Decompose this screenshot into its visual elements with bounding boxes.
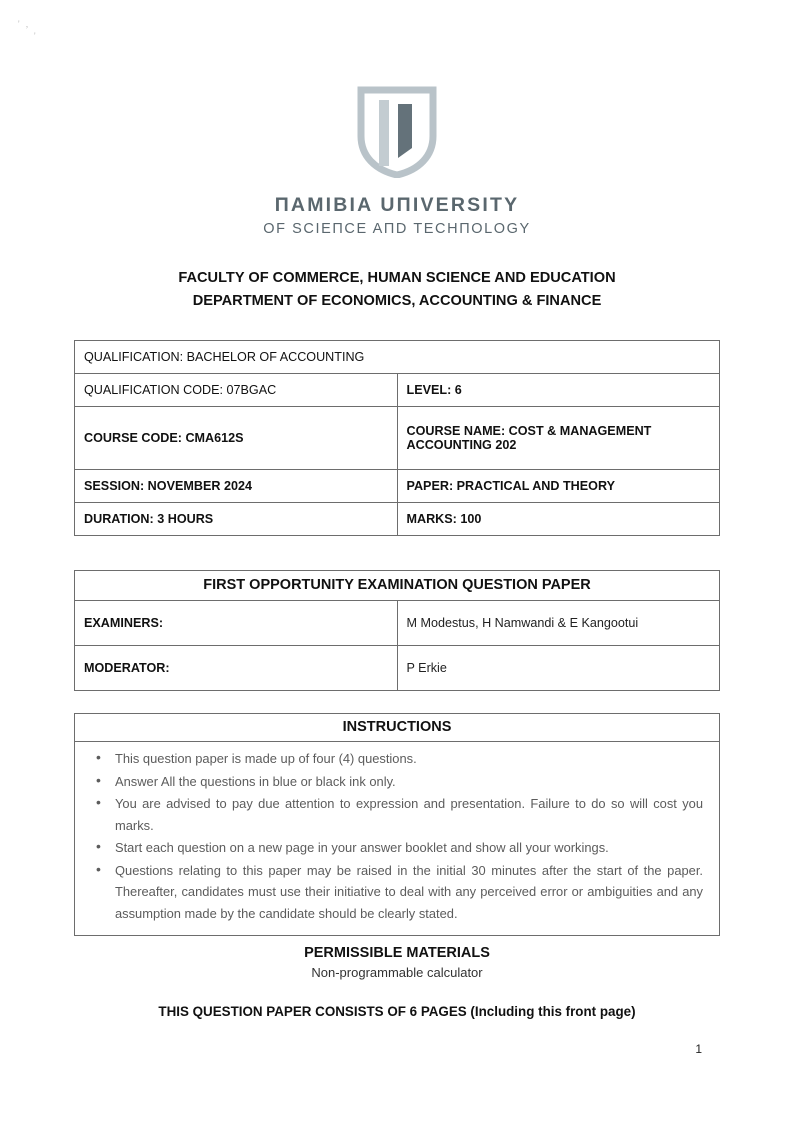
permissible-materials-text: Non-programmable calculator [311,965,483,980]
qualification-cell: QUALIFICATION: BACHELOR OF ACCOUNTING [75,341,720,374]
instructions-heading: INSTRUCTIONS [75,714,720,742]
table-row [75,470,720,503]
table-row [75,714,720,742]
university-name-line1: ПAMIBIA UПIVERSITY [274,194,520,216]
examiners-table [74,570,720,691]
qualification-info-table [74,340,720,536]
scanner-mark-2: ' [34,31,38,41]
page-count-note: THIS QUESTION PAPER CONSISTS OF 6 PAGES (Including this front page) [158,1004,636,1019]
course-name-line2: ACCOUNTING 202 [406,438,517,452]
faculty-line2: DEPARTMENT OF ECONOMICS, ACCOUNTING & FINANCE [192,293,602,309]
table-row [75,601,720,646]
page-number: 1 [695,1042,702,1056]
scanner-marks [18,18,98,48]
qualification-code-cell: QUALIFICATION CODE: 07BGAC [75,374,398,407]
examiners-value: M Modestus, H Namwandi & E Kangootui [397,601,720,646]
instructions-table [74,713,720,936]
course-name-line1: COURSE NAME: COST & MANAGEMENT [406,424,652,438]
table-row [75,341,720,374]
scanner-mark-1: ' , [18,19,31,29]
course-code-cell: COURSE CODE: CMA612S [75,407,398,470]
course-name-cell [397,407,720,470]
list-item: • Answer All the questions in blue or black ink only. [115,771,703,793]
moderator-value: P Erkie [397,646,720,691]
marks-cell: MARKS: 100 [397,503,720,536]
paper-cell: PAPER: PRACTICAL AND THEORY [397,470,720,503]
level-cell: LEVEL: 6 [397,374,720,407]
table-row [75,742,720,936]
faculty-line1: FACULTY OF COMMERCE, HUMAN SCIENCE AND EDUCATION [178,270,616,286]
session-cell: SESSION: NOVEMBER 2024 [75,470,398,503]
university-name [0,194,794,237]
table-row [75,374,720,407]
list-item: • This question paper is made up of four (4) questions. [115,748,703,770]
moderator-label: MODERATOR: [75,646,398,691]
nust-shield-logo-icon [349,86,445,178]
list-item: • You are advised to pay due attention to expression and presentation. Failure to do so will cost you marks. [115,793,703,836]
list-item: • Questions relating to this paper may be raised in the initial 30 minutes after the start of the paper. Thereafter, candidates must use their initiative to deal with any perceived error or ambiguities and any assumption made by the candidate should be clearly stated. [115,860,703,925]
exam-paper-title: FIRST OPPORTUNITY EXAMINATION QUESTION PAPER [75,571,720,601]
examiners-label: EXAMINERS: [75,601,398,646]
duration-cell: DURATION: 3 HOURS [75,503,398,536]
table-row [75,503,720,536]
faculty-heading [0,267,794,313]
instructions-list [85,748,709,924]
university-name-line2: OF SCIEПCE AПD TECHПOLOGY [263,221,531,237]
table-row [75,407,720,470]
logo-container [0,86,794,178]
table-row [75,571,720,601]
instructions-body [75,742,720,936]
permissible-materials-heading: PERMISSIBLE MATERIALS [304,945,490,961]
table-row [75,646,720,691]
list-item: • Start each question on a new page in your answer booklet and show all your workings. [115,837,703,859]
